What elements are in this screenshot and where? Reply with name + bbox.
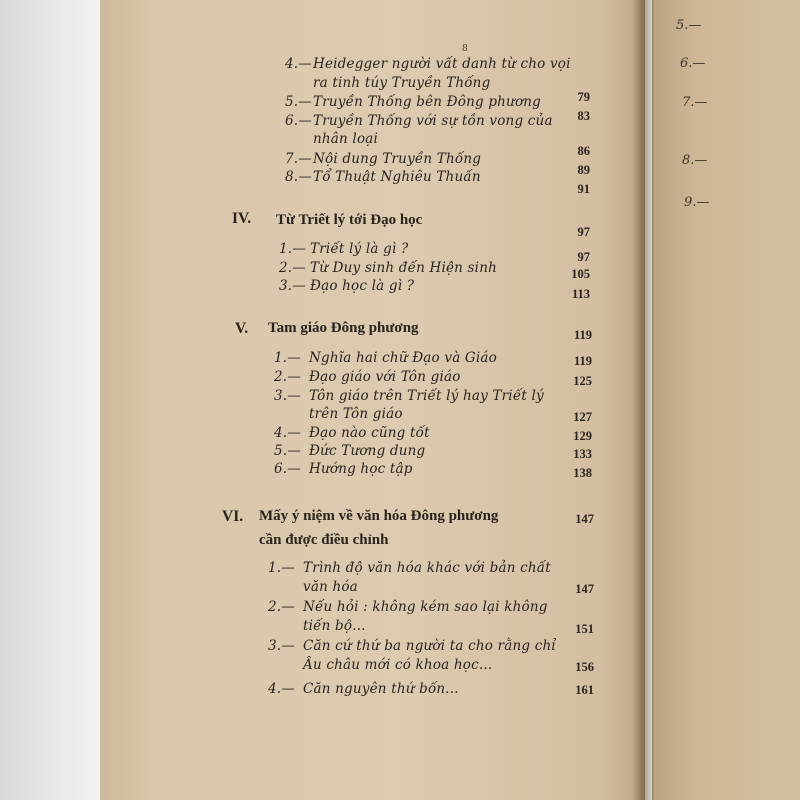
- toc-page-number: 133: [573, 447, 592, 461]
- toc-item-text: Từ Duy sinh đến Hiện sinh: [310, 260, 497, 276]
- section-numeral: V.: [235, 320, 249, 337]
- toc-item-number: 3.—: [279, 278, 306, 294]
- toc-page-number: 86: [577, 144, 590, 158]
- toc-page-number: 105: [571, 267, 590, 281]
- toc-item-number: 4.—: [285, 56, 312, 72]
- toc-item-text: Heidegger người vất danh từ cho vọi: [313, 56, 571, 72]
- toc-item-number: 3.—: [268, 638, 295, 654]
- section-page-number: 119: [573, 328, 592, 342]
- facing-number: 8.—: [682, 153, 708, 168]
- section-title: cần được điều chỉnh: [259, 532, 389, 548]
- toc-item-text: Đạo giáo với Tôn giáo: [309, 369, 461, 385]
- toc-item-number: 5.—: [274, 443, 301, 459]
- section-page-number: 97: [577, 225, 590, 239]
- toc-item-text: Nội dung Truyền Thống: [313, 151, 482, 167]
- toc-page-number: 147: [575, 582, 594, 596]
- facing-number: 9.—: [684, 195, 710, 210]
- toc-page-number: 79: [577, 90, 590, 104]
- toc-page-number: 129: [573, 429, 592, 443]
- facing-number: 6.—: [680, 56, 706, 71]
- toc-page-number: 138: [573, 466, 592, 480]
- toc-item-text: văn hóa: [303, 579, 358, 595]
- toc-item-text: Truyền Thống với sự tồn vong của: [313, 113, 553, 129]
- toc-page-number: 125: [573, 374, 592, 388]
- toc-item-text: Căn cứ thứ ba người ta cho rằng chỉ: [303, 638, 556, 654]
- toc-item-text: Hướng học tập: [309, 461, 413, 477]
- toc-item-number: 6.—: [274, 461, 301, 477]
- toc-page-number: 83: [577, 109, 590, 123]
- section-numeral: IV.: [232, 210, 252, 227]
- toc-item-text: nhân loại: [313, 131, 379, 147]
- toc-item-text: Đạo học là gì ?: [310, 278, 415, 294]
- toc-item-text: Nếu hỏi : không kém sao lại không: [303, 599, 548, 615]
- toc-item-number: 2.—: [279, 260, 306, 276]
- toc-item-text: ra tinh túy Truyền Thống: [313, 75, 491, 91]
- toc-page-number: 156: [575, 660, 594, 674]
- toc-item-number: 1.—: [268, 560, 295, 576]
- toc-page-number: 97: [577, 250, 590, 264]
- toc-item-number: 4.—: [268, 681, 295, 697]
- section-numeral: VI.: [222, 508, 244, 525]
- toc-item-text: Tôn giáo trên Triết lý hay Triết lý: [309, 388, 544, 404]
- toc-item-number: 3.—: [274, 388, 301, 404]
- toc-page-number: 161: [575, 683, 594, 697]
- toc-item-number: 4.—: [274, 425, 301, 441]
- toc-page-number: 151: [575, 622, 594, 636]
- section-title: Mấy ý niệm về văn hóa Đông phương: [259, 508, 499, 524]
- page-marker: 8: [462, 44, 468, 54]
- toc-item-number: 6.—: [285, 113, 312, 129]
- toc-item-number: 8.—: [285, 169, 312, 185]
- section-page-number: 147: [575, 512, 594, 526]
- toc-item-text: Đạo nào cũng tốt: [309, 425, 430, 441]
- toc-item-text: Âu châu mới có khoa học...: [303, 657, 493, 673]
- toc-item-text: trên Tôn giáo: [309, 406, 403, 422]
- toc-item-number: 7.—: [285, 151, 312, 167]
- toc-page-number: 89: [577, 163, 590, 177]
- facing-number: 5.—: [676, 18, 702, 33]
- toc-item-text: Căn nguyên thứ bốn...: [303, 681, 459, 697]
- toc-item-number: 2.—: [274, 369, 301, 385]
- toc-item-number: 2.—: [268, 599, 295, 615]
- toc-item-text: Đức Tương dung: [309, 443, 426, 459]
- toc-page-number: 119: [573, 354, 592, 368]
- toc-item-number: 5.—: [285, 94, 312, 110]
- toc-item-number: 1.—: [279, 241, 306, 257]
- toc-item-text: Truyền Thống bên Đông phương: [313, 94, 542, 110]
- toc-item-text: Tổ Thuật Nghiêu Thuấn: [313, 169, 481, 185]
- facing-number: 7.—: [682, 95, 708, 110]
- toc-item-number: 1.—: [274, 350, 301, 366]
- toc-item-text: Trình độ văn hóa khác với bản chất: [303, 560, 551, 576]
- toc-item-text: tiến bộ...: [303, 618, 366, 634]
- toc-item-text: Triết lý là gì ?: [310, 241, 409, 257]
- toc-item-text: Nghĩa hai chữ Đạo và Giáo: [309, 350, 498, 366]
- toc-page-number: 91: [577, 182, 590, 196]
- toc-page-number: 113: [571, 287, 590, 301]
- section-title: Tam giáo Đông phương: [268, 320, 419, 336]
- toc-page-number: 127: [573, 410, 592, 424]
- section-title: Từ Triết lý tới Đạo học: [276, 212, 423, 228]
